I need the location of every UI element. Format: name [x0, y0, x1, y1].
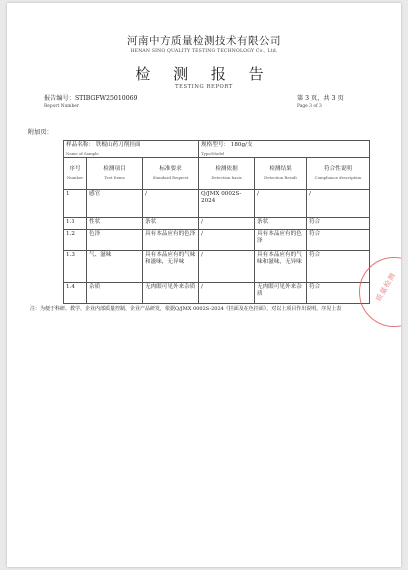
row-basis: / [199, 250, 255, 282]
table-row [64, 250, 370, 282]
row-number: 1 [64, 189, 87, 217]
row-compliance: 符合 [307, 229, 370, 250]
header-result: 检测结果 Detection Result [255, 157, 307, 189]
report-title-en: TESTING REPORT [175, 84, 233, 90]
header-number: 序号 Number [64, 157, 87, 189]
sample-info-row [64, 141, 370, 158]
row-basis: Q/JMX 0002S-2024 [199, 189, 255, 217]
report-number: STIBGFW25010069 [74, 95, 138, 102]
page-indicator-en: Page 3 of 3 [297, 104, 322, 109]
sample-name: 铁棍山药刀削挂面 [95, 142, 141, 148]
attached-page-label: 附加页： [28, 129, 53, 136]
test-results-table [63, 140, 370, 304]
row-item: 色泽 [87, 229, 143, 250]
report-title: 检 测 报 告 [135, 65, 273, 83]
row-number: 1.2 [64, 229, 87, 250]
row-basis: / [199, 282, 255, 303]
row-item: 杂质 [87, 282, 143, 303]
header-compliance: 符合性说明 Compliance description [307, 157, 370, 189]
row-compliance: 符合 [307, 217, 370, 229]
report-page [7, 3, 401, 567]
report-note: 注：为便于科研、教学、企业内部质量控制、企业产品研发，依据Q/JMX 0002S-2024《挂面及在色挂面》，对以上项目作出说明。序见上表 [30, 306, 342, 312]
table-row [64, 217, 370, 229]
row-requirement: 具有本品应有的色泽 [143, 229, 199, 250]
row-result: 具有本品应有的气味和滋味，无异味 [255, 250, 307, 282]
model-value: 180g/支 [230, 142, 253, 148]
row-number: 1.1 [64, 217, 87, 229]
row-requirement: / [143, 189, 199, 217]
stamp-text: 质量检测 [374, 271, 398, 303]
row-result: 无肉眼可见外来杂质 [255, 282, 307, 303]
header-basis: 检测依据 Detection basis [199, 157, 255, 189]
row-result: 条状 [255, 217, 307, 229]
row-item: 性状 [87, 217, 143, 229]
row-number: 1.4 [64, 282, 87, 303]
table-row [64, 189, 370, 217]
row-basis: / [199, 229, 255, 250]
report-number-label: 报告编号： [44, 95, 75, 102]
report-number-row [44, 93, 138, 102]
row-result: / [255, 189, 307, 217]
report-number-en: Report Number [44, 104, 79, 109]
company-name-en: HENAN SINO QUALITY TESTING TECHNOLOGY Co., Ltd. [130, 49, 278, 54]
page-indicator: 第 3 页，共 3 页 [297, 95, 344, 102]
table-row [64, 282, 370, 303]
header-test-items: 检测项目 Test Items [87, 157, 143, 189]
row-item: 气、滋味 [87, 250, 143, 282]
sample-name-cell: 样品名称： 铁棍山药刀削挂面 Name of Sample [64, 141, 199, 158]
row-basis: / [199, 217, 255, 229]
row-requirement: 条状 [143, 217, 199, 229]
row-result: 具有本品应有的色泽 [255, 229, 307, 250]
company-name-cn: 河南中方质量检测技术有限公司 [127, 35, 281, 47]
table-row [64, 229, 370, 250]
row-compliance: 符合 [307, 282, 370, 303]
header-row [64, 157, 370, 189]
row-compliance: 符合 [307, 250, 370, 282]
row-number: 1.3 [64, 250, 87, 282]
header-standard: 标准要求 Standard Request [143, 157, 199, 189]
row-compliance: / [307, 189, 370, 217]
model-cell: 规格型号： 180g/支 Type/Model [199, 141, 370, 158]
row-requirement: 具有本品应有的气味和滋味，无异味 [143, 250, 199, 282]
row-item: 感官 [87, 189, 143, 217]
row-requirement: 无肉眼可见外来杂质 [143, 282, 199, 303]
